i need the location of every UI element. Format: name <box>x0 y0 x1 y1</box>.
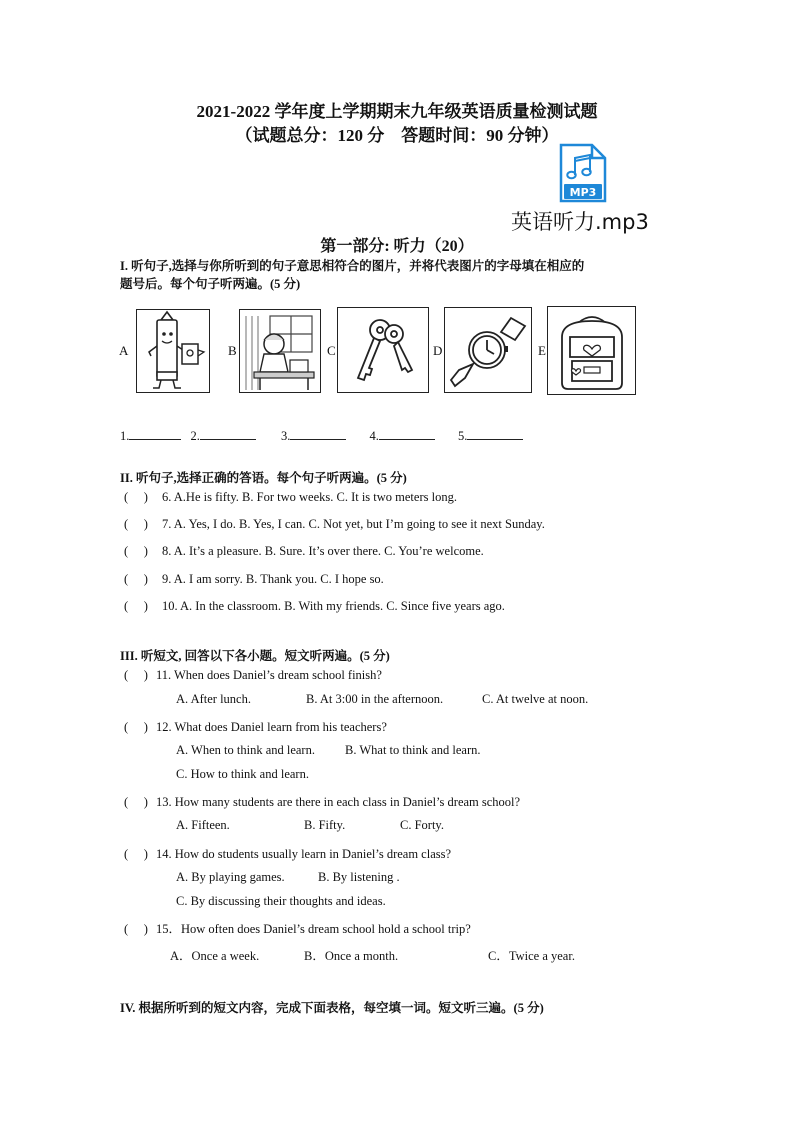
question-text: 7. A. Yes, I do. B. Yes, I can. C. Not yet, but I’m going to see it next Sunday. <box>161 517 545 531</box>
section3-heading: III. 听短文, 回答以下各小题。短文听两遍。(5 分) <box>120 649 390 663</box>
question-text: 15．How often does Daniel’s dream school hold a school trip? <box>155 922 471 936</box>
answer-paren[interactable]: ( ) <box>124 544 148 558</box>
pencil-and-sharpener-icon <box>136 309 210 393</box>
section1-instruction-cont: 题号后。每个句子听两遍。(5 分) <box>120 277 301 291</box>
blank-label-2: 2. <box>190 429 200 443</box>
blank-label-1: 1. <box>120 429 130 443</box>
picture-letter-e: E <box>538 343 546 358</box>
blank-label-3: 3. <box>281 429 291 443</box>
schoolbag-icon <box>547 306 636 395</box>
answer-blank-2[interactable] <box>200 428 256 440</box>
question-text: 10. A. In the classroom. B. With my friends. C. Since five years ago. <box>161 599 505 613</box>
section1-instruction: I. 听句子,选择与你所听到的句子意思相符合的图片，并将代表图片的字母填在相应的 <box>120 259 585 273</box>
answer-blank-4[interactable] <box>379 428 435 440</box>
picture-letter-b: B <box>228 343 237 358</box>
question-text: 6. A.He is fifty. B. For two weeks. C. It is two meters long. <box>161 490 457 504</box>
option-a: A. By playing games. <box>176 870 285 884</box>
page-subtitle: （试题总分：120 分 答题时间：90 分钟） <box>235 126 559 145</box>
blank-label-5: 5. <box>458 429 468 443</box>
option-b: B. Fifty. <box>304 818 346 832</box>
answer-paren[interactable]: ( ) <box>124 490 148 504</box>
option-a: A. After lunch. <box>176 692 251 706</box>
section4-heading: IV. 根据所听到的短文内容，完成下面表格，每空填一词。短文听三遍。(5 分) <box>120 1001 544 1015</box>
question-11 <box>124 665 382 683</box>
answer-blank-3[interactable] <box>290 428 346 440</box>
answer-paren[interactable]: ( ) <box>124 668 148 682</box>
part1-heading: 第一部分: 听力（20） <box>320 238 474 255</box>
question-text: 11. When does Daniel’s dream school finish? <box>155 668 382 682</box>
question-12 <box>124 717 387 735</box>
option-c: C. By discussing their thoughts and ideas. <box>176 894 386 908</box>
question-text: 14. How do students usually learn in Daniel’s dream class? <box>155 847 452 861</box>
mp3-file-icon[interactable] <box>558 143 608 203</box>
mp3-badge-text: MP3 <box>569 186 597 199</box>
answer-paren[interactable]: ( ) <box>124 720 148 734</box>
answer-paren[interactable]: ( ) <box>124 847 148 861</box>
option-a: A．Once a week. <box>170 949 260 963</box>
girl-reading-icon <box>239 309 321 393</box>
answer-blank-1[interactable] <box>129 428 181 440</box>
answer-blanks-row <box>120 428 529 444</box>
section2-heading: II. 听句子,选择正确的答语。每个句子听两遍。(5 分) <box>120 471 407 485</box>
audio-filename[interactable]: 英语听力.mp3 <box>511 210 649 234</box>
list-item <box>124 514 545 532</box>
answer-paren[interactable]: ( ) <box>124 517 148 531</box>
list-item <box>124 569 384 587</box>
option-b: B. What to think and learn. <box>345 743 481 757</box>
picture-letter-d: D <box>433 343 443 358</box>
question-text: 8. A. It’s a pleasure. B. Sure. It’s over there. C. You’re welcome. <box>161 544 484 558</box>
question-text: 12. What does Daniel learn from his teachers? <box>155 720 387 734</box>
option-c: C．Twice a year. <box>488 949 575 963</box>
option-b: B. At 3:00 in the afternoon. <box>306 692 444 706</box>
question-13 <box>124 792 520 810</box>
question-text: 13. How many students are there in each class in Daniel’s dream school? <box>155 795 521 809</box>
option-a: A. When to think and learn. <box>176 743 315 757</box>
picture-letter-c: C <box>327 343 336 358</box>
list-item <box>124 596 505 614</box>
option-b: B. By listening . <box>318 870 400 884</box>
option-b: B．Once a month. <box>304 949 399 963</box>
picture-letter-a: A <box>119 343 129 358</box>
answer-paren[interactable]: ( ) <box>124 599 148 613</box>
list-item <box>124 487 457 505</box>
wristwatch-icon <box>444 307 532 393</box>
answer-blank-5[interactable] <box>467 428 523 440</box>
option-c: C. Forty. <box>400 818 444 832</box>
blank-label-4: 4. <box>369 429 379 443</box>
answer-paren[interactable]: ( ) <box>124 572 148 586</box>
option-c: C. How to think and learn. <box>176 767 309 781</box>
keys-icon <box>337 307 429 393</box>
question-14 <box>124 844 451 862</box>
list-item <box>124 541 484 559</box>
option-c: C. At twelve at noon. <box>482 692 589 706</box>
page-title: 2021-2022 学年度上学期期末九年级英语质量检测试题 <box>196 102 598 121</box>
answer-paren[interactable]: ( ) <box>124 922 148 936</box>
question-text: 9. A. I am sorry. B. Thank you. C. I hope so. <box>161 572 384 586</box>
option-a: A. Fifteen. <box>176 818 230 832</box>
question-15 <box>124 919 471 937</box>
answer-paren[interactable]: ( ) <box>124 795 148 809</box>
